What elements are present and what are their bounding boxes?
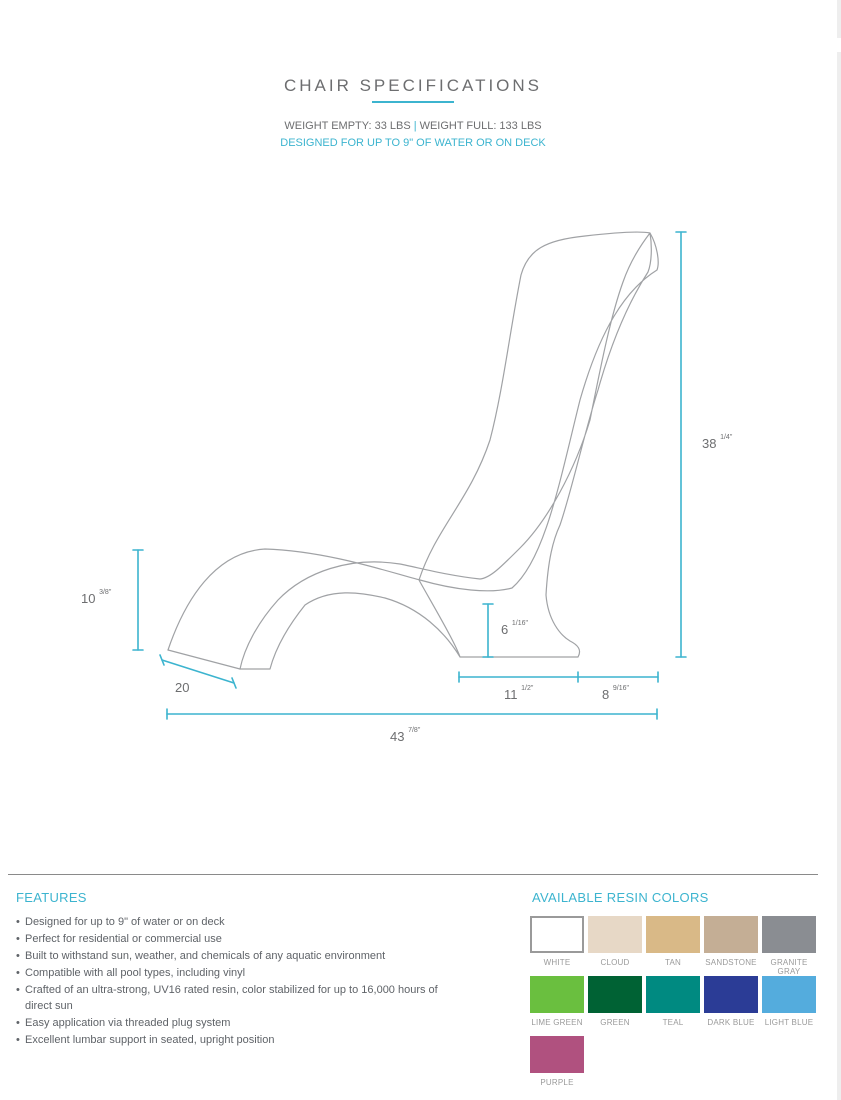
color-swatch-green	[588, 976, 642, 1027]
feature-item: • Built to withstand sun, weather, and chemicals of any aquatic environment	[16, 948, 466, 964]
color-chip	[530, 1036, 584, 1073]
color-chip	[704, 976, 758, 1013]
page-title: CHAIR SPECIFICATIONS	[283, 76, 543, 95]
weight-empty: WEIGHT EMPTY: 33 LBS	[284, 120, 411, 132]
chair-side-profile	[168, 232, 658, 669]
color-label: GREEN	[600, 1018, 630, 1027]
color-chip	[762, 976, 816, 1013]
color-swatch-cloud	[588, 916, 642, 967]
chair-outline	[168, 232, 658, 669]
base-back-dimension: 8 $^{9/16"}$	[602, 685, 629, 702]
color-swatch-granite-gray	[762, 916, 816, 976]
color-label: TAN	[664, 958, 681, 967]
weight-full: WEIGHT FULL: 133 LBS	[419, 120, 542, 132]
color-swatch-lime-green	[530, 976, 584, 1027]
color-swatch-sandstone	[704, 916, 758, 967]
weight-separator: |	[413, 120, 417, 132]
length-dimension: 43 $^{7/8"}$	[390, 727, 421, 744]
color-label: LIGHT BLUE	[764, 1018, 814, 1027]
feature-item: • Compatible with all pool types, including vinyl	[16, 965, 466, 981]
color-swatch-white	[530, 916, 584, 967]
seat-clearance-dimension: 6 $^{1/16"}$	[501, 620, 528, 637]
feature-item: • Easy application via threaded plug system	[16, 1015, 466, 1031]
color-label: GRANITE GRAY	[770, 958, 808, 976]
depth-dimension: 20	[175, 680, 190, 695]
feature-item: • Perfect for residential or commercial use	[16, 931, 466, 947]
color-label: PURPLE	[540, 1078, 574, 1087]
feature-item: • Designed for up to 9" of water or on deck	[16, 914, 466, 930]
color-chip	[646, 916, 700, 953]
color-swatch-teal	[646, 976, 700, 1027]
color-label: LIME GREEN	[531, 1018, 583, 1027]
color-swatch-purple	[530, 1036, 584, 1087]
front-height-dimension: 10 $^{3/8"}$	[81, 589, 112, 606]
color-chip	[704, 916, 758, 953]
features-heading: FEATURES	[16, 890, 87, 905]
color-chip	[588, 976, 642, 1013]
color-chip	[530, 976, 584, 1013]
feature-item: • Excellent lumbar support in seated, upright position	[16, 1032, 466, 1048]
color-label: WHITE	[543, 958, 571, 967]
color-label: SANDSTONE	[705, 958, 757, 967]
color-chip	[762, 916, 816, 953]
color-label: DARK BLUE	[707, 1018, 755, 1027]
color-chip	[530, 916, 584, 953]
depth-line	[162, 660, 234, 683]
color-label: TEAL	[662, 1018, 684, 1027]
color-chip	[588, 916, 642, 953]
feature-item: • Crafted of an ultra-strong, UV16 rated resin, color stabilized for up to 16,000 hours of direct sun	[16, 982, 466, 1014]
features-list	[16, 914, 466, 1049]
colors-heading: AVAILABLE RESIN COLORS	[532, 890, 709, 905]
color-label: CLOUD	[600, 958, 630, 967]
height-dimension: 38 $^{1/4"}$	[702, 434, 733, 451]
dimension-lines	[133, 232, 686, 719]
color-swatch-light-blue	[762, 976, 816, 1027]
color-chip	[646, 976, 700, 1013]
color-swatch-tan	[646, 916, 700, 967]
designed-for-note: DESIGNED FOR UP TO 9" OF WATER OR ON DECK	[280, 137, 546, 149]
color-swatch-dark-blue	[704, 976, 758, 1027]
base-front-dimension: 11 $^{1/2"}$	[504, 685, 534, 702]
section-divider	[8, 874, 818, 875]
